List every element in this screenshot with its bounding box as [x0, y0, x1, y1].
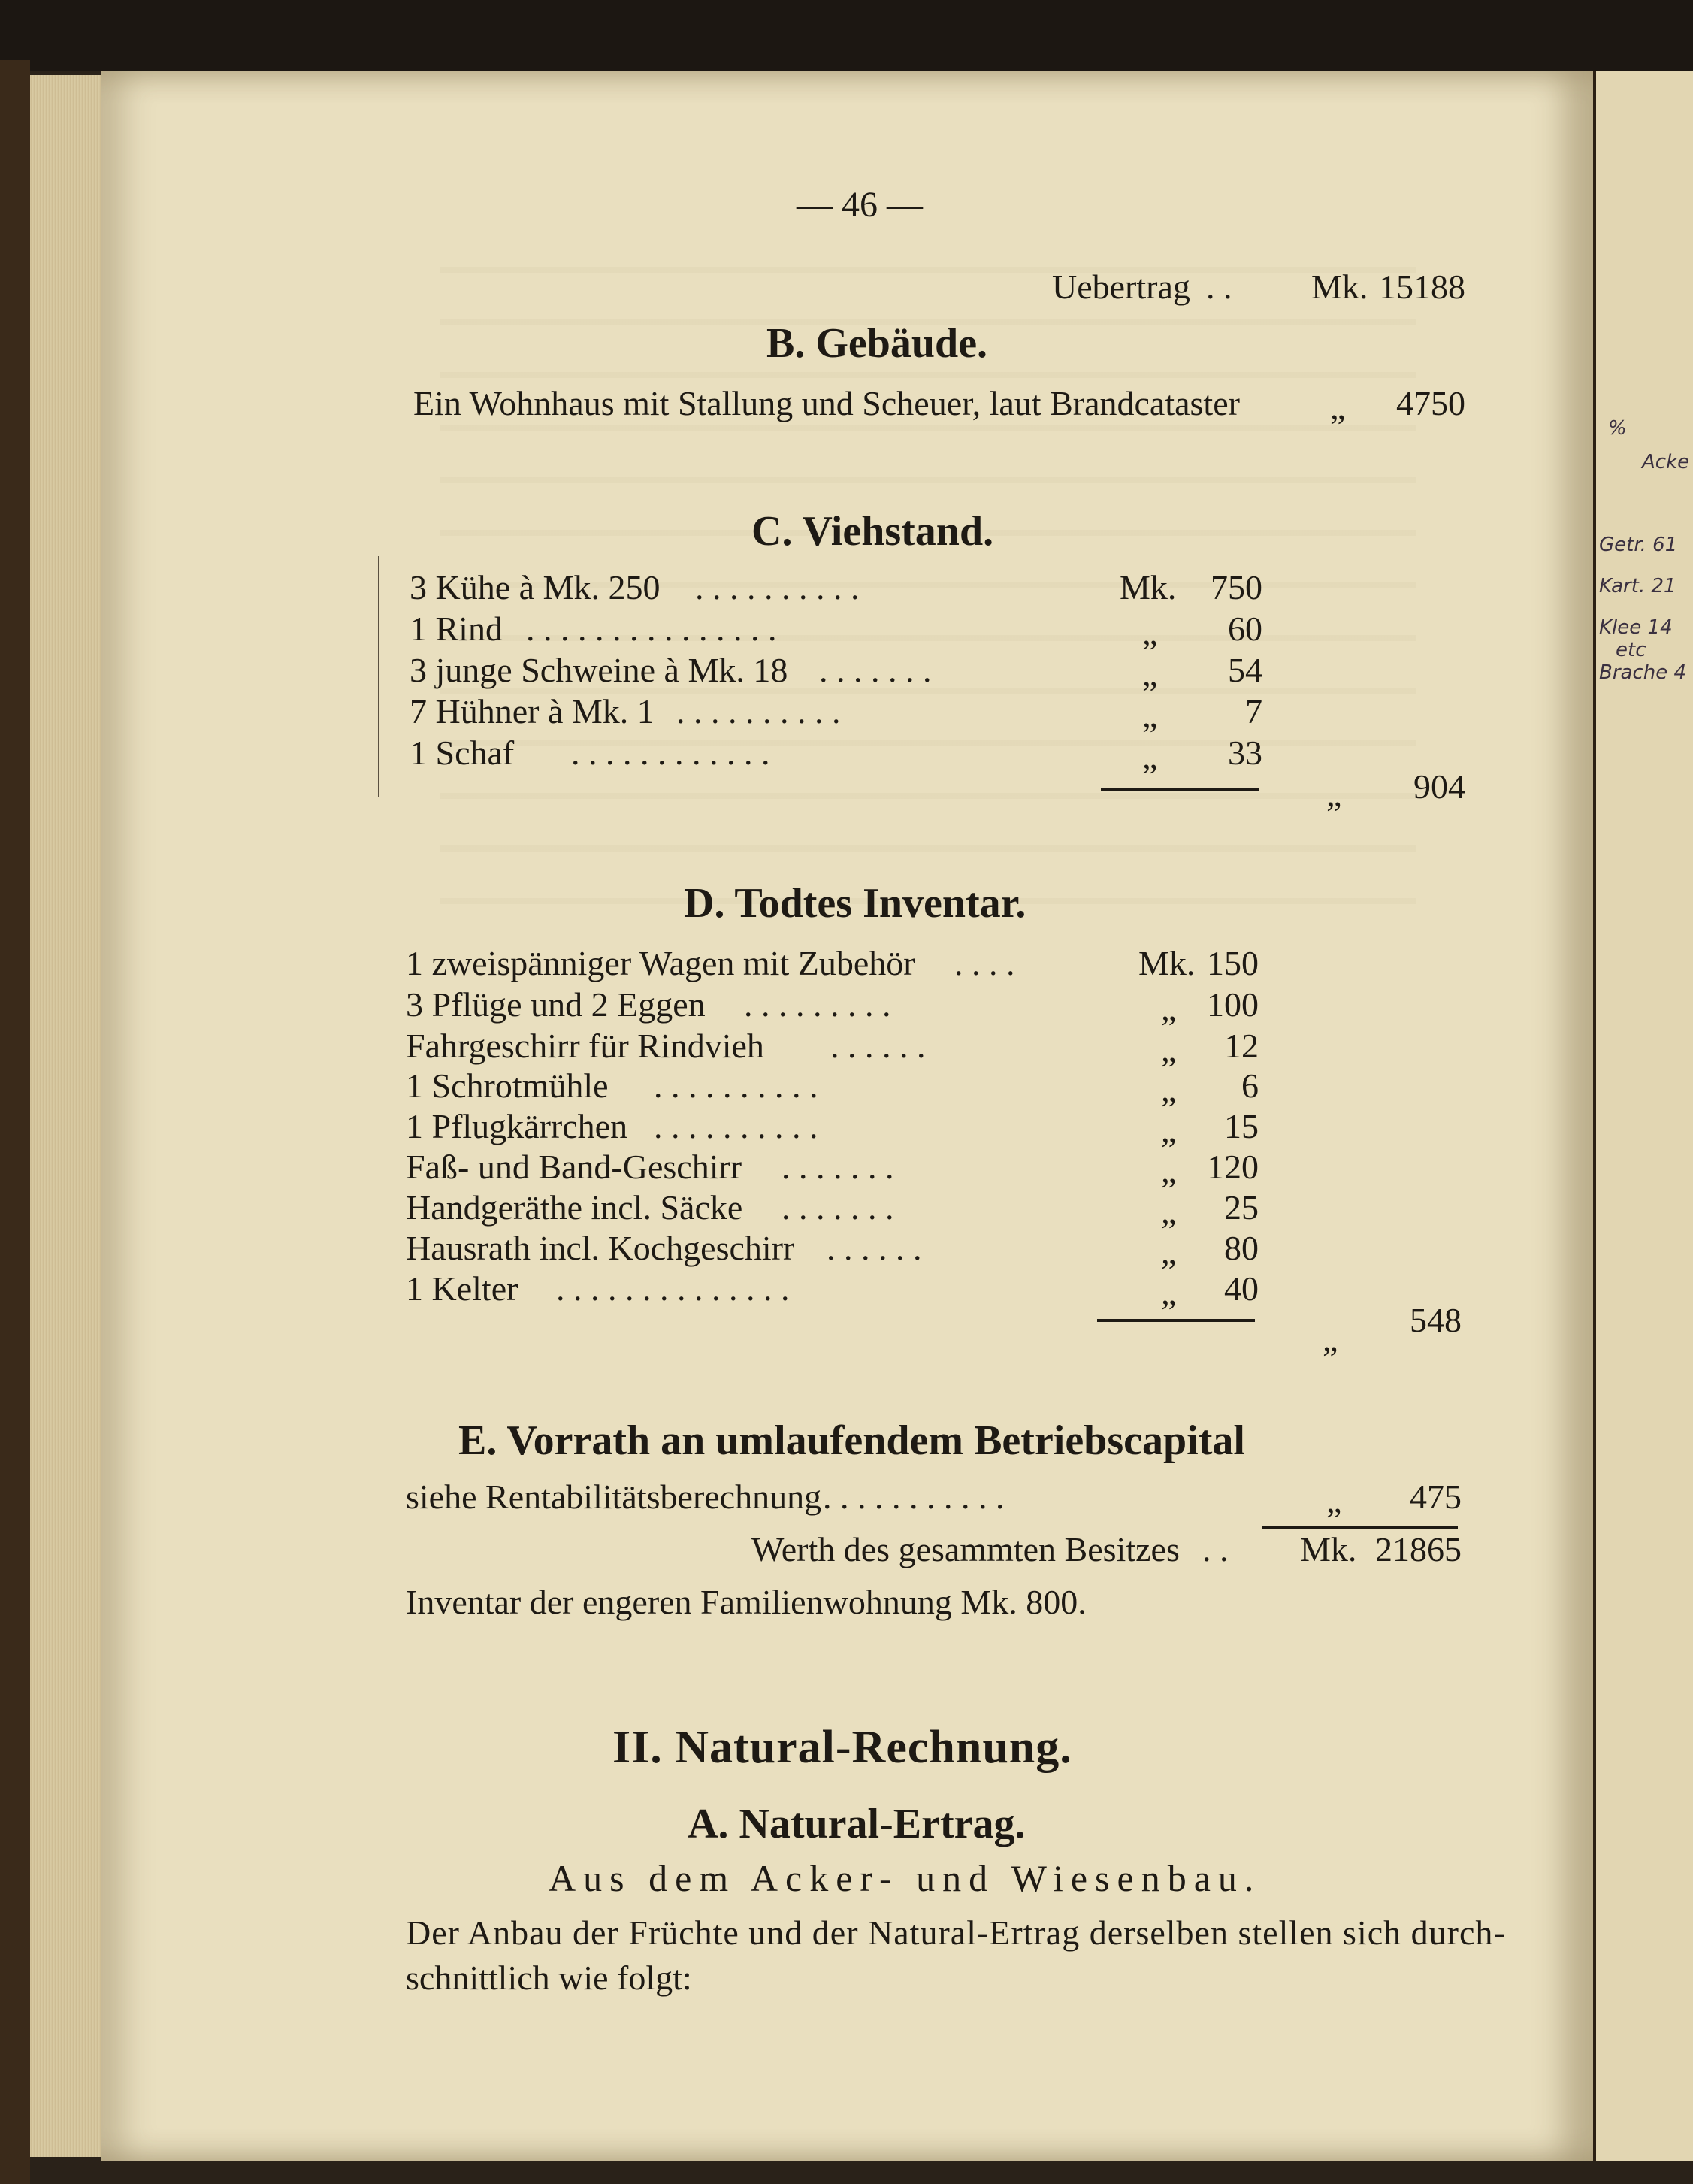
section-e-value: 475 [1410, 1478, 1462, 1516]
list-item: 1 Schaf [410, 734, 515, 772]
section-c-title: C. Viehstand. [751, 508, 994, 555]
list-item: 1 Kelter [406, 1269, 518, 1308]
leader-dots: . . . . . . [830, 1027, 926, 1065]
item-unit: „ [1161, 1030, 1177, 1069]
list-item: 7 Hühner à Mk. 1 [410, 692, 655, 731]
list-item: Handgeräthe incl. Säcke [406, 1188, 743, 1227]
list-item: Faß- und Band-Geschirr [406, 1148, 742, 1186]
section-ii-subsubtitle: Aus dem Acker- und Wiesenbau. [549, 1857, 1262, 1899]
item-value: 15 [1224, 1107, 1259, 1145]
margin-note: Klee 14 [1599, 616, 1673, 639]
werth-value: 21865 [1375, 1530, 1462, 1568]
section-b-value: 4750 [1396, 384, 1465, 422]
list-item: 3 junge Schweine à Mk. 18 [410, 651, 788, 689]
margin-note: Acke [1642, 451, 1690, 473]
section-e-ditto: „ [1326, 1481, 1342, 1520]
item-value: 60 [1228, 610, 1262, 648]
item-unit: „ [1142, 737, 1158, 776]
item-value: 54 [1228, 651, 1262, 689]
section-c-total: 904 [1413, 767, 1465, 806]
margin-note: Kart. 21 [1599, 575, 1676, 597]
werth-dots: . . [1202, 1530, 1229, 1568]
item-value: 80 [1224, 1229, 1259, 1267]
margin-note: Getr. 61 [1599, 534, 1678, 556]
section-ii-title: II. Natural-Rechnung. [612, 1722, 1072, 1773]
margin-note: % [1608, 417, 1627, 440]
inventar-note: Inventar der engeren Familienwohnung Mk. 800. [406, 1583, 1087, 1621]
section-d-title: D. Todtes Inventar. [684, 880, 1026, 927]
leader-dots: . . . . . . . . . . [695, 568, 860, 606]
list-item: 1 Schrotmühle [406, 1066, 609, 1105]
leader-dots: . . . . . . . . . . [654, 1107, 818, 1145]
book-cover-edge [0, 60, 30, 2184]
list-item: 1 Pflugkärrchen [406, 1107, 628, 1145]
list-item: 1 Rind [410, 610, 503, 648]
werth-unit: Mk. [1300, 1530, 1357, 1568]
item-unit: „ [1142, 696, 1158, 734]
leader-dots: . . . . . . . [782, 1148, 894, 1186]
section-d-total: 548 [1410, 1301, 1462, 1339]
uebertrag-value: 15188 [1379, 268, 1465, 306]
scanner-bed-top [0, 0, 1693, 71]
section-c-bracket [378, 556, 379, 797]
item-value: 100 [1207, 985, 1259, 1024]
leader-dots: . . . . . . . . . . . . . . . [526, 610, 777, 648]
item-unit: Mk. [1138, 944, 1196, 982]
leader-dots: . . . . . . . . . . [676, 692, 841, 731]
margin-note: Brache 4 [1599, 661, 1687, 684]
leader-dots: . . . . . . . [819, 651, 932, 689]
leader-dots: . . . . . . [827, 1229, 922, 1267]
item-unit: „ [1161, 989, 1177, 1027]
item-value: 40 [1224, 1269, 1259, 1308]
section-b-ditto: „ [1330, 388, 1346, 426]
section-d-total-unit: „ [1323, 1320, 1338, 1358]
list-item: 3 Kühe à Mk. 250 [410, 568, 661, 606]
item-value: 33 [1228, 734, 1262, 772]
leader-dots: . . . . [954, 944, 1015, 982]
page-edges [30, 75, 101, 2157]
item-unit: „ [1161, 1070, 1177, 1109]
margin-note: etc [1616, 639, 1646, 661]
leader-dots: . . . . . . . . . [744, 985, 891, 1024]
leader-dots: . . . . . . . . . . [654, 1066, 818, 1105]
leader-dots: . . . . . . . . . . . . . . [556, 1269, 790, 1308]
section-b-title: B. Gebäude. [766, 320, 988, 367]
next-page-edge [1593, 71, 1693, 2161]
item-value: 120 [1207, 1148, 1259, 1186]
item-value: 7 [1245, 692, 1262, 731]
list-item: 1 zweispänniger Wagen mit Zubehör [406, 944, 915, 982]
leader-dots: . . . . . . . [782, 1188, 894, 1227]
item-value: 750 [1211, 568, 1262, 606]
uebertrag-dots: . . [1206, 268, 1232, 306]
item-value: 6 [1241, 1066, 1259, 1105]
werth-label: Werth des gesammten Besitzes [751, 1530, 1180, 1568]
item-unit: „ [1142, 613, 1158, 652]
section-e-dots: . . . . . . . . . . . [823, 1478, 1005, 1516]
section-b-line: Ein Wohnhaus mit Stallung und Scheuer, laut Brandcataster [413, 384, 1240, 422]
item-unit: „ [1161, 1111, 1177, 1149]
list-item: Fahrgeschirr für Rindvieh [406, 1027, 764, 1065]
item-value: 150 [1207, 944, 1259, 982]
section-e-line: siehe Rentabilitätsberechnung [406, 1478, 822, 1516]
item-unit: „ [1161, 1151, 1177, 1190]
page-number: — 46 — [797, 185, 923, 225]
item-unit: „ [1142, 655, 1158, 693]
item-unit: „ [1161, 1233, 1177, 1271]
item-unit: „ [1161, 1192, 1177, 1230]
item-unit: Mk. [1120, 568, 1177, 606]
item-unit: „ [1161, 1273, 1177, 1311]
item-value: 12 [1224, 1027, 1259, 1065]
paragraph-line-2: schnittlich wie folgt: [406, 1959, 692, 1997]
section-c-sum-rule [1101, 788, 1259, 791]
list-item: 3 Pflüge und 2 Eggen [406, 985, 706, 1024]
section-e-title: E. Vorrath an umlaufendem Betriebscapital [458, 1417, 1245, 1464]
uebertrag-label: Uebertrag [1052, 268, 1190, 306]
section-c-total-unit: „ [1326, 775, 1342, 813]
uebertrag-unit: Mk. [1311, 268, 1368, 306]
list-item: Hausrath incl. Kochgeschirr [406, 1229, 795, 1267]
paragraph-line-1: Der Anbau der Früchte und der Natural-Ertrag derselben stellen sich durch- [406, 1913, 1506, 1952]
section-d-sum-rule [1097, 1319, 1255, 1322]
section-ii-subtitle: A. Natural-Ertrag. [688, 1801, 1026, 1847]
leader-dots: . . . . . . . . . . . . [571, 734, 770, 772]
item-value: 25 [1224, 1188, 1259, 1227]
